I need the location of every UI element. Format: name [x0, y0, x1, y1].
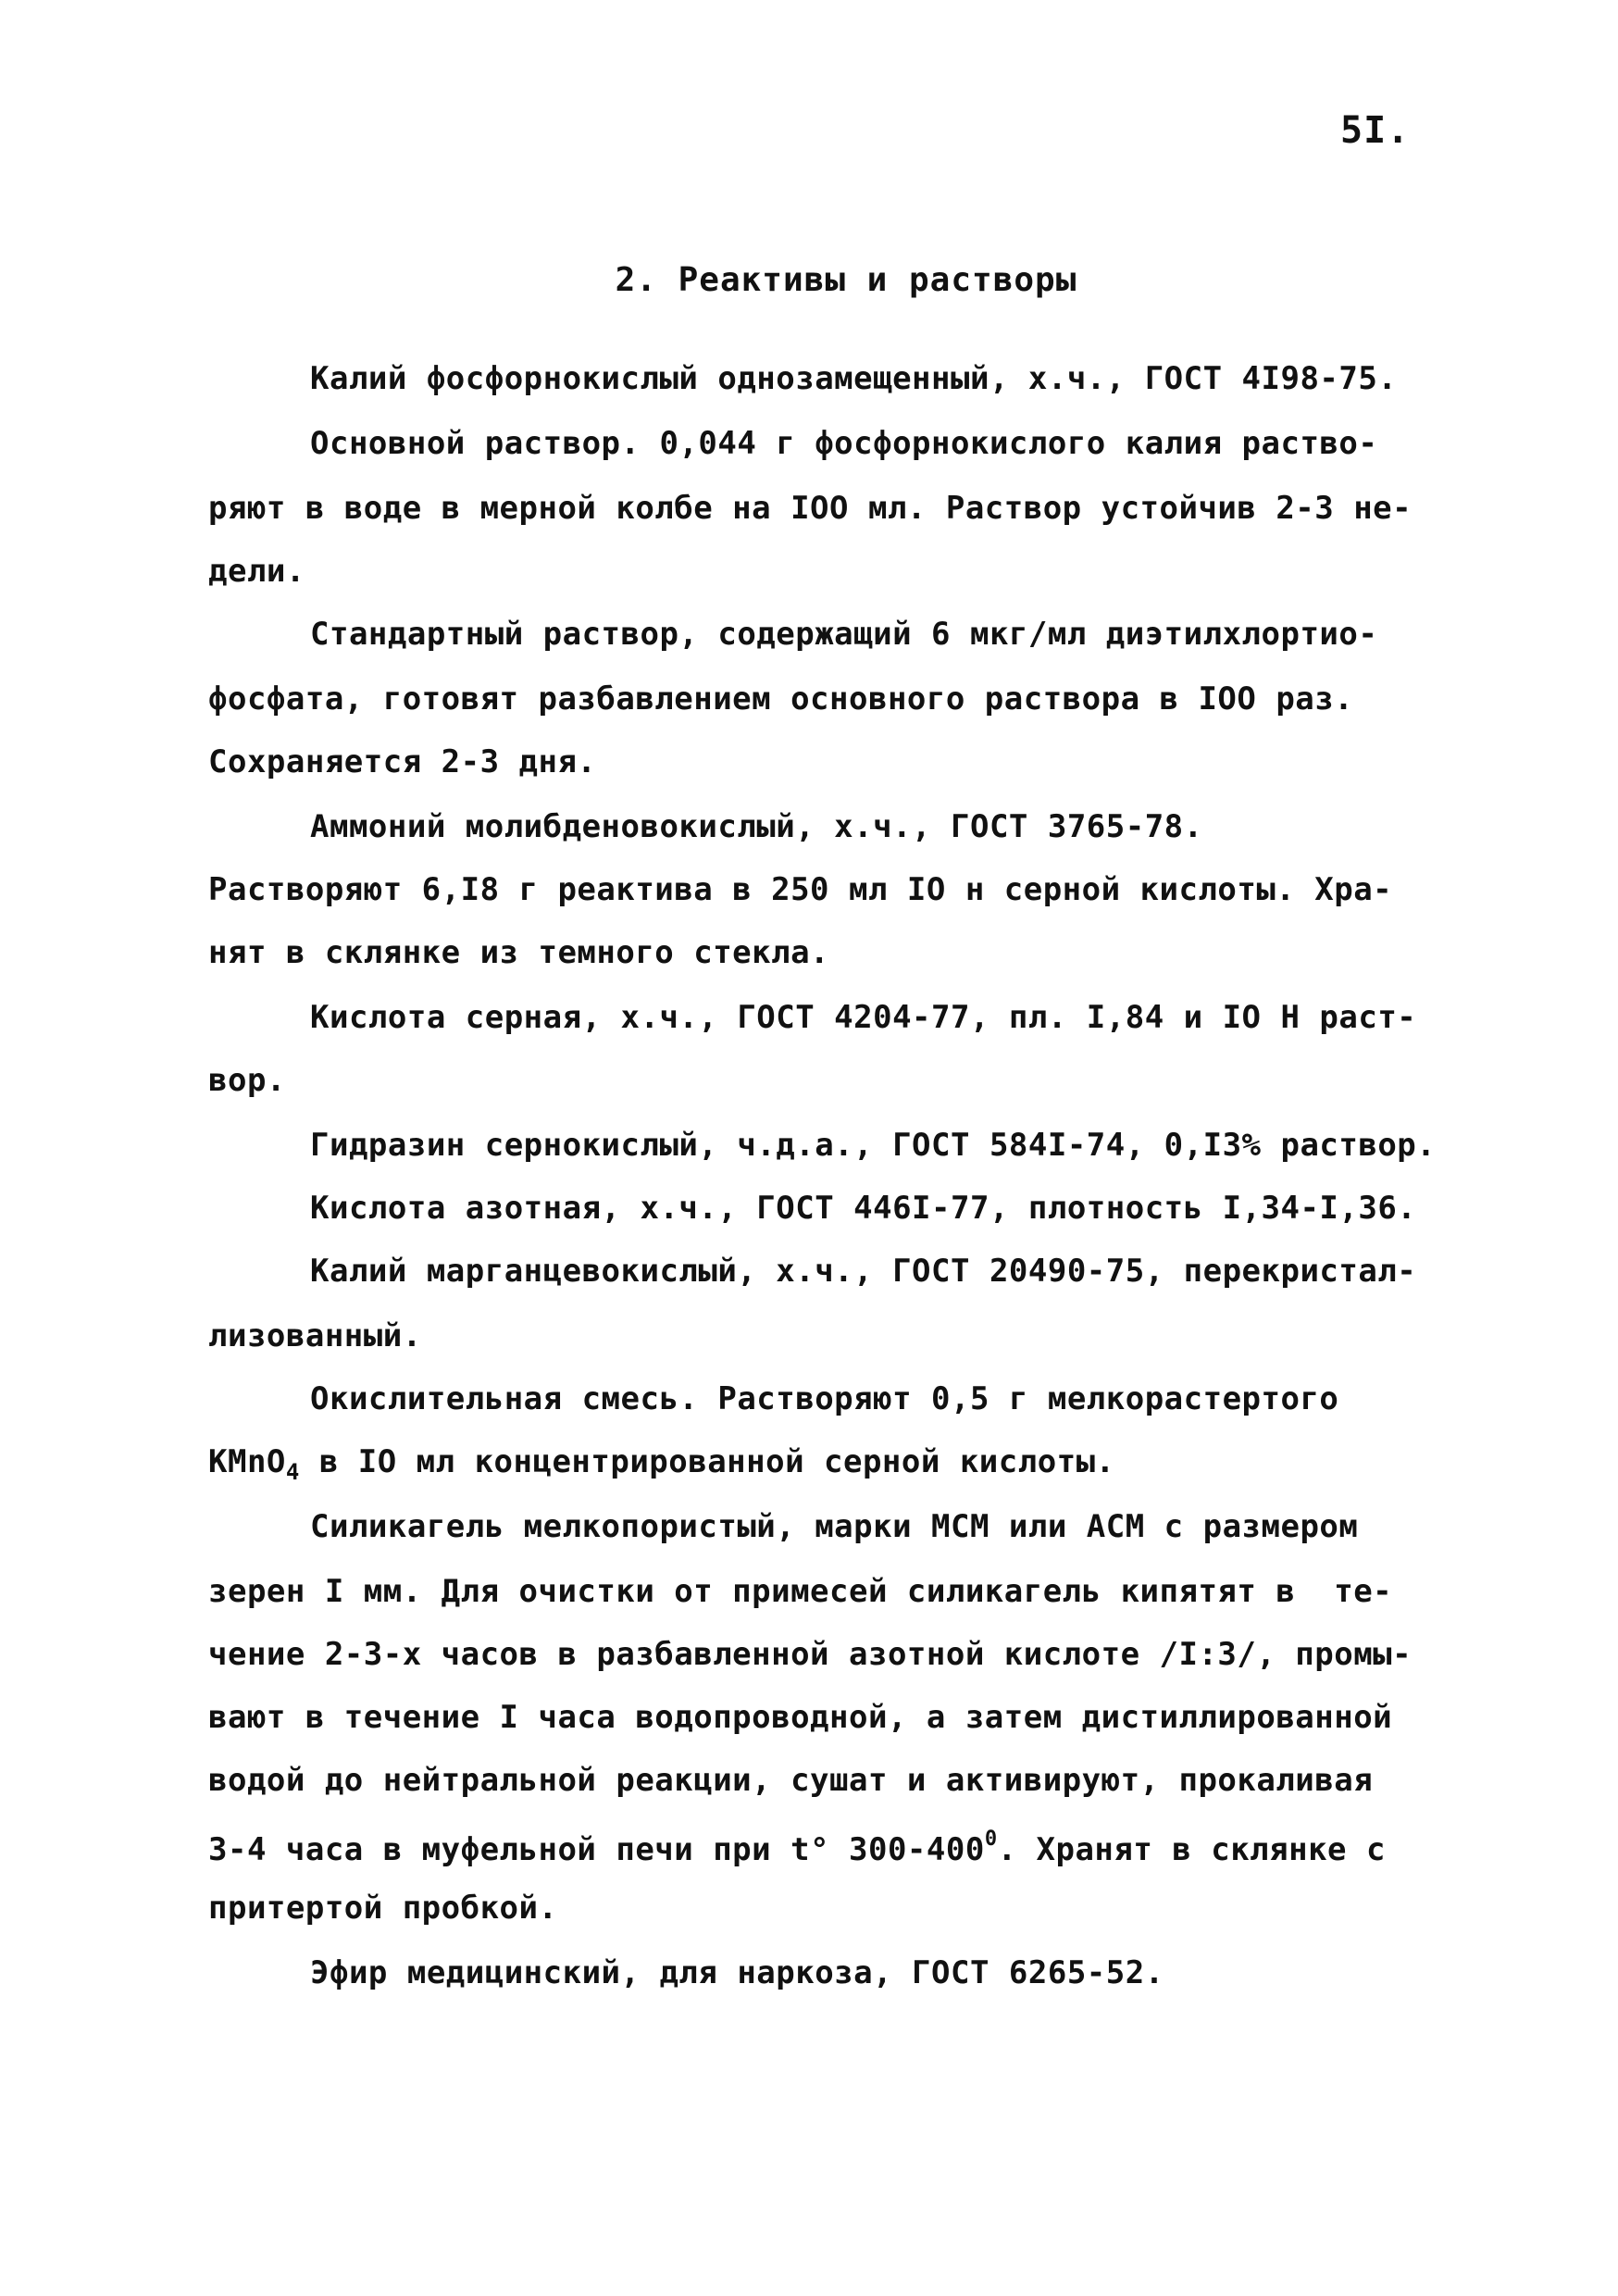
text-line: притертой пробкой.	[208, 1890, 558, 1927]
reagent-potassium-phosphate: Калий фосфорнокислый однозамещенный, х.ч., ГОСТ 4I98-75.	[310, 360, 1398, 397]
text-line: вают в течение I часа водопроводной, а затем дистиллированной	[208, 1699, 1393, 1736]
text-line: лизованный.	[208, 1317, 422, 1354]
text-line: 3-4 часа в муфельной печи при t° $300-400^0$. Хранят в склянке с	[208, 1828, 1386, 1868]
text-line: зерен I мм. Для очистки от примесей силикагель кипятят в те-	[208, 1573, 1393, 1610]
reagent-potassium-permanganate: Калий марганцевокислый, х.ч., ГОСТ 20490-75, перекристал-	[310, 1253, 1417, 1290]
text-line: дели.	[208, 553, 305, 590]
text-line: Растворяют 6,I8 г реактива в 250 мл IО н серной кислоты. Хра-	[208, 871, 1393, 908]
oxidizing-mixture: Окислительная смесь. Растворяют 0,5 г мелкорастертого	[310, 1380, 1339, 1417]
text-line: нят в склянке из темного стекла.	[208, 934, 830, 971]
text-line: КМnO$_4$ в IО мл концентрированной серной кислоты.	[208, 1443, 1115, 1485]
text-line: Основной раствор. 0,044 г фосфорнокислого калия раство-	[310, 425, 1378, 462]
text-line: чение 2-3-х часов в разбавленной азотной кислоте /I:3/, промы-	[208, 1636, 1413, 1673]
reagent-nitric-acid: Кислота азотная, х.ч., ГОСТ 446I-77, плотность I,34-I,36.	[310, 1190, 1417, 1227]
text-line: вор.	[208, 1062, 286, 1099]
formula-subscript: 4	[285, 1459, 300, 1485]
reagent-ammonium-molybdate: Аммоний молибденовокислый, х.ч., ГОСТ 3765-78.	[310, 808, 1203, 845]
text-line: водой до нейтральной реакции, сушат и активируют, прокаливая	[208, 1762, 1374, 1799]
text-line: Сохраняется 2-3 дня.	[208, 743, 597, 780]
reagent-silica-gel: Силикагель мелкопористый, марки МСМ или АСМ с размером	[310, 1508, 1359, 1545]
reagent-sulfuric-acid: Кислота серная, х.ч., ГОСТ 4204-77, пл. I,84 и IО Н раст-	[310, 999, 1417, 1036]
page-number: 5I.	[1340, 109, 1411, 152]
temperature-symbol: t°	[790, 1831, 830, 1868]
text-line: Стандартный раствор, содержащий 6 мкг/мл диэтилхлортио-	[310, 616, 1378, 653]
reagent-hydrazine-sulfate: Гидразин сернокислый, ч.д.а., ГОСТ 584I-74, 0,I3% раствор.	[310, 1127, 1437, 1164]
formula-kmno4: КМnO	[208, 1443, 286, 1480]
text-line: фосфата, готовят разбавлением основного раствора в IОО раз.	[208, 680, 1354, 718]
degree-superscript: 0	[984, 1828, 998, 1851]
text-line: ряют в воде в мерной колбе на IОО мл. Раствор устойчив 2-3 не-	[208, 490, 1413, 527]
reagent-medical-ether: Эфир медицинский, для наркоза, ГОСТ 6265-52.	[310, 1954, 1164, 1991]
section-heading: 2. Реактивы и растворы	[615, 261, 1077, 299]
